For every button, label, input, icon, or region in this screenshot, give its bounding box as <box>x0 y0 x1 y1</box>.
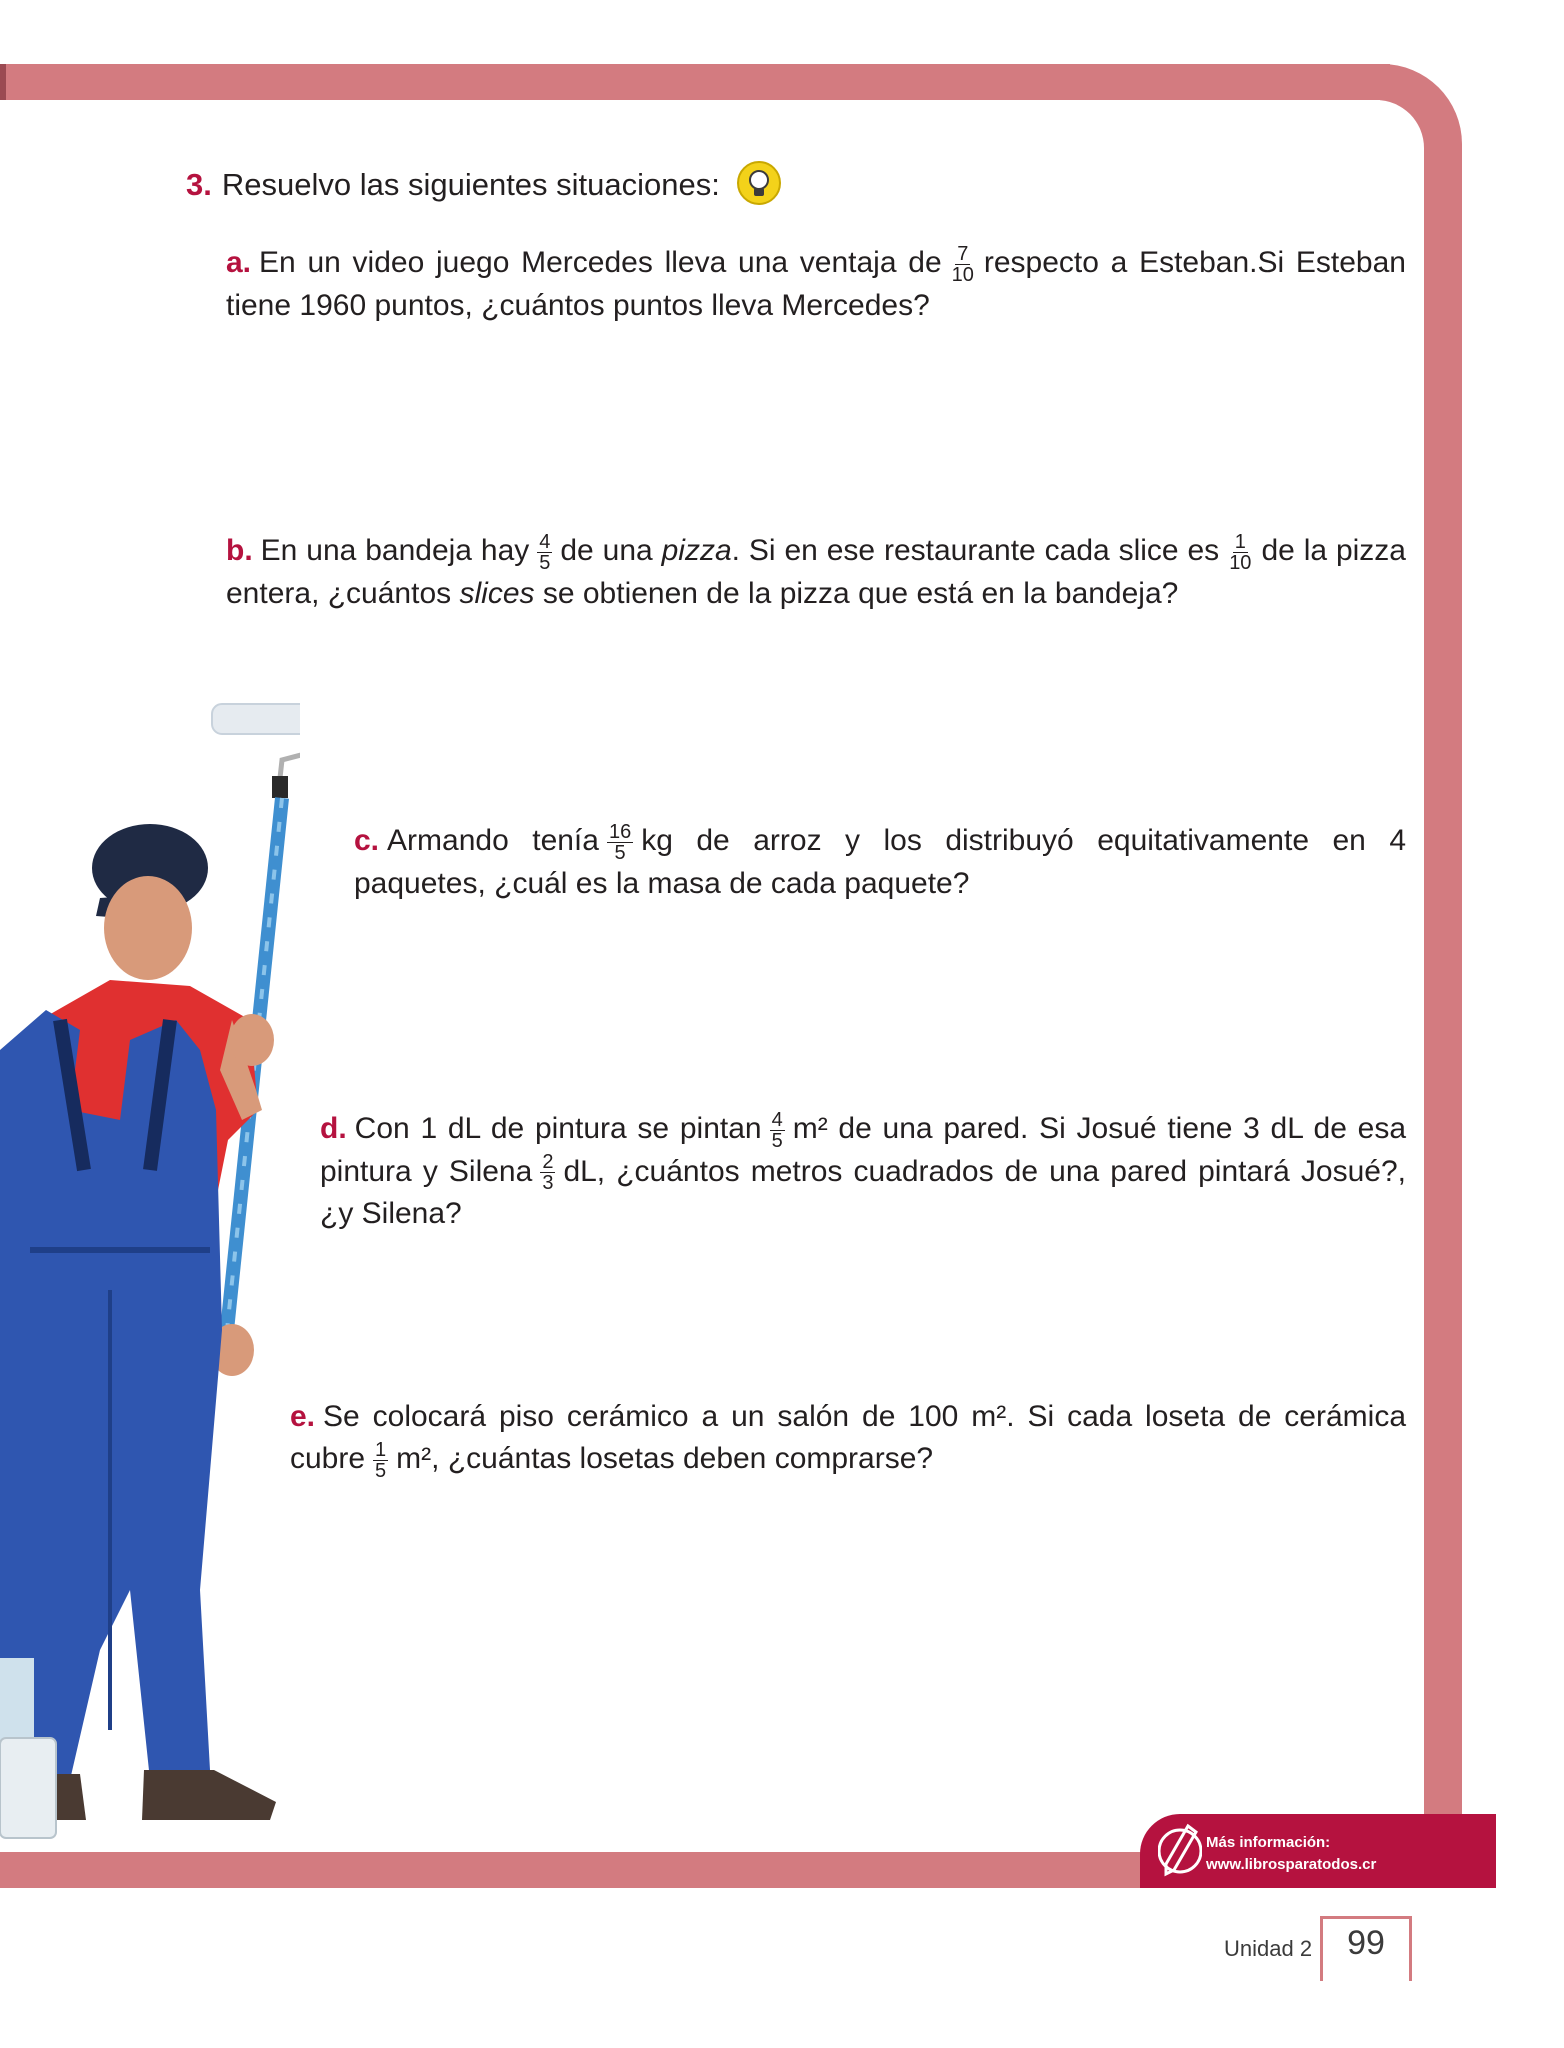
problem-letter: a. <box>226 246 252 279</box>
problem-letter: e. <box>290 1400 316 1433</box>
fraction <box>1227 532 1253 573</box>
italic-word: pizza <box>661 534 732 567</box>
numerator: 16 <box>608 820 632 843</box>
problem-text: Se colocará piso cerámico a un salón de 100 m². Si cada loseta de cerámica cubre <box>290 1400 1406 1475</box>
denominator: 10 <box>1229 551 1252 574</box>
pencil-icon <box>1158 1820 1202 1887</box>
problem-a <box>226 242 1406 327</box>
fraction <box>770 1110 785 1151</box>
problem-c <box>354 820 1406 905</box>
problem-letter: b. <box>226 534 253 567</box>
fraction <box>950 244 976 285</box>
problem-d <box>320 1108 1406 1235</box>
denominator: 5 <box>539 551 551 574</box>
fraction <box>607 822 633 863</box>
problem-text: . Si en ese restaurante cada slice es <box>731 534 1220 567</box>
unit-label: Unidad 2 <box>1224 1936 1313 1961</box>
problem-text: Con 1 dL de pintura se pintan <box>354 1112 762 1145</box>
numerator: 7 <box>957 242 969 265</box>
problem-text: dL, ¿cuántos metros cuadrados de una pared pintará Josué?, ¿y Silena? <box>320 1154 1406 1231</box>
exercise-title: Resuelvo las siguientes situaciones: <box>221 167 720 203</box>
denominator: 5 <box>375 1459 387 1482</box>
problem-text: kg de arroz y los distribuyó equitativamente en 4 paquetes, ¿cuál es la masa de cada paquete? <box>354 824 1406 900</box>
numerator: 1 <box>375 1438 387 1461</box>
problem-text: m², ¿cuántas losetas deben comprarse? <box>396 1442 934 1475</box>
problem-letter: d. <box>320 1112 347 1145</box>
denominator: 10 <box>951 263 974 286</box>
italic-word: slices <box>459 576 535 610</box>
problem-text: se obtienen de la pizza que está en la bandeja? <box>542 576 1179 610</box>
problem-e <box>290 1396 1406 1481</box>
numerator: 1 <box>1234 530 1246 553</box>
more-info-title: Más información: <box>1206 1834 1331 1851</box>
numerator: 2 <box>542 1151 554 1174</box>
problem-text: Armando tenía <box>387 824 599 857</box>
fraction <box>540 1152 555 1193</box>
page-number: 99 <box>1347 1924 1385 1962</box>
problem-letter: c. <box>354 824 380 857</box>
numerator: 4 <box>771 1108 783 1131</box>
more-info-link[interactable]: www.librosparatodos.cr <box>1206 1856 1377 1873</box>
numerator: 4 <box>539 530 551 553</box>
exercise-heading <box>186 160 782 214</box>
fraction <box>373 1440 388 1481</box>
denominator: 5 <box>614 841 626 864</box>
frame-top-border <box>0 64 1390 100</box>
problem-text: de una <box>560 534 653 567</box>
problem-text: En una bandeja hay <box>260 534 530 567</box>
painter-illustration <box>0 690 300 1860</box>
exercise-number: 3. <box>186 167 212 203</box>
denominator: 3 <box>542 1172 554 1195</box>
lightbulb-icon <box>736 160 782 214</box>
problem-text: En un video juego Mercedes lleva una ventaja de <box>259 246 942 279</box>
fraction <box>537 532 552 573</box>
denominator: 5 <box>771 1129 783 1152</box>
problem-b <box>226 530 1406 615</box>
problem-text: de la pizza entera, ¿cuántos <box>226 534 1406 610</box>
problem-text: respecto a Esteban.Si Esteban tiene 1960 puntos, ¿cuántos puntos lleva Mercedes? <box>226 246 1406 322</box>
problem-text: m² de una pared. Si Josué tiene 3 dL de esa pintura y Silena <box>320 1112 1406 1188</box>
frame-left-edge <box>0 64 6 100</box>
